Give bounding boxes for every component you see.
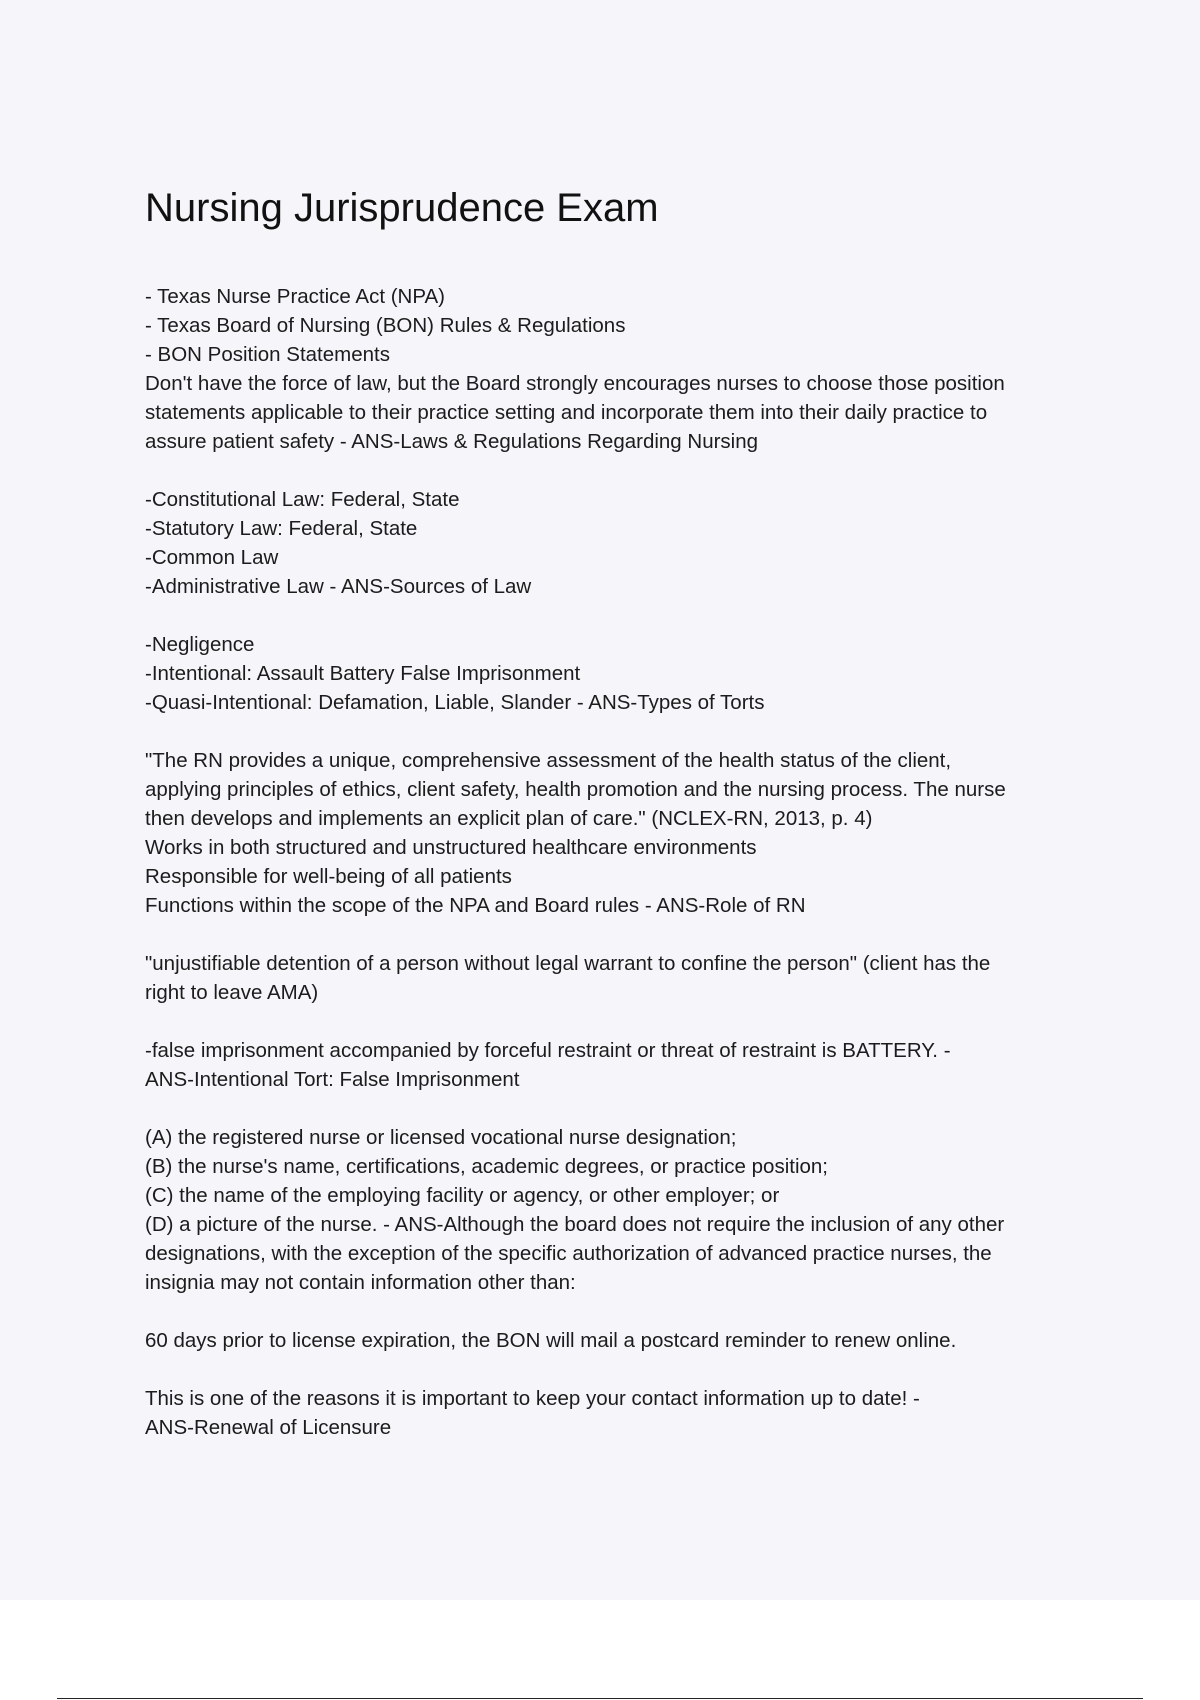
text-block bbox=[145, 630, 1085, 717]
text-block bbox=[145, 1384, 1085, 1442]
text-block bbox=[145, 949, 1085, 1007]
text-line: ANS-Renewal of Licensure bbox=[145, 1416, 392, 1439]
text-line: insignia may not contain information other than: bbox=[145, 1271, 576, 1294]
text-line: 60 days prior to license expiration, the BON will mail a postcard reminder to renew online. bbox=[145, 1329, 957, 1352]
text-line: -Constitutional Law: Federal, State bbox=[145, 488, 460, 511]
text-line: -Common Law bbox=[145, 546, 279, 569]
text-block bbox=[145, 485, 1085, 601]
footer-divider bbox=[57, 1698, 1143, 1699]
text-line: then develops and implements an explicit plan of care." (NCLEX-RN, 2013, p. 4) bbox=[145, 807, 873, 830]
text-line: -false imprisonment accompanied by forceful restraint or threat of restraint is BATTERY. - bbox=[145, 1039, 951, 1062]
page-title: Nursing Jurisprudence Exam bbox=[145, 186, 659, 230]
text-line: (C) the name of the employing facility or agency, or other employer; or bbox=[145, 1184, 780, 1207]
text-line: statements applicable to their practice setting and incorporate them into their daily practice to bbox=[145, 401, 988, 424]
text-line: applying principles of ethics, client safety, health promotion and the nursing process. The nurse bbox=[145, 778, 1006, 801]
text-line: -Administrative Law - ANS-Sources of Law bbox=[145, 575, 532, 598]
text-line: - BON Position Statements bbox=[145, 343, 390, 366]
text-line: ANS-Intentional Tort: False Imprisonment bbox=[145, 1068, 520, 1091]
text-line: assure patient safety - ANS-Laws & Regulations Regarding Nursing bbox=[145, 430, 759, 453]
text-line: -Negligence bbox=[145, 633, 255, 656]
text-line: Functions within the scope of the NPA and Board rules - ANS-Role of RN bbox=[145, 894, 806, 917]
text-line: (B) the nurse's name, certifications, academic degrees, or practice position; bbox=[145, 1155, 829, 1178]
text-line: - Texas Board of Nursing (BON) Rules & Regulations bbox=[145, 314, 626, 337]
document-content bbox=[145, 180, 1085, 1471]
text-block bbox=[145, 1036, 1085, 1094]
text-line: - Texas Nurse Practice Act (NPA) bbox=[145, 285, 445, 308]
text-block bbox=[145, 1326, 1085, 1355]
text-line: (A) the registered nurse or licensed vocational nurse designation; bbox=[145, 1126, 737, 1149]
text-line: "unjustifiable detention of a person without legal warrant to confine the person" (client has the bbox=[145, 952, 991, 975]
text-line: designations, with the exception of the specific authorization of advanced practice nurses, the bbox=[145, 1242, 992, 1265]
text-line: Responsible for well-being of all patients bbox=[145, 865, 512, 888]
text-block bbox=[145, 746, 1085, 920]
text-line: This is one of the reasons it is important to keep your contact information up to date! - bbox=[145, 1387, 920, 1410]
document-body bbox=[145, 282, 1085, 1442]
text-line: Don't have the force of law, but the Board strongly encourages nurses to choose those position bbox=[145, 372, 1005, 395]
text-line: "The RN provides a unique, comprehensive assessment of the health status of the client, bbox=[145, 749, 952, 772]
text-line: -Intentional: Assault Battery False Imprisonment bbox=[145, 662, 581, 685]
text-line: Works in both structured and unstructured healthcare environments bbox=[145, 836, 757, 859]
text-line: right to leave AMA) bbox=[145, 981, 319, 1004]
text-line: -Quasi-Intentional: Defamation, Liable, Slander - ANS-Types of Torts bbox=[145, 691, 765, 714]
text-line: (D) a picture of the nurse. - ANS-Although the board does not require the inclusion of any other bbox=[145, 1213, 1005, 1236]
text-line: -Statutory Law: Federal, State bbox=[145, 517, 418, 540]
text-block bbox=[145, 282, 1085, 456]
text-block bbox=[145, 1123, 1085, 1297]
